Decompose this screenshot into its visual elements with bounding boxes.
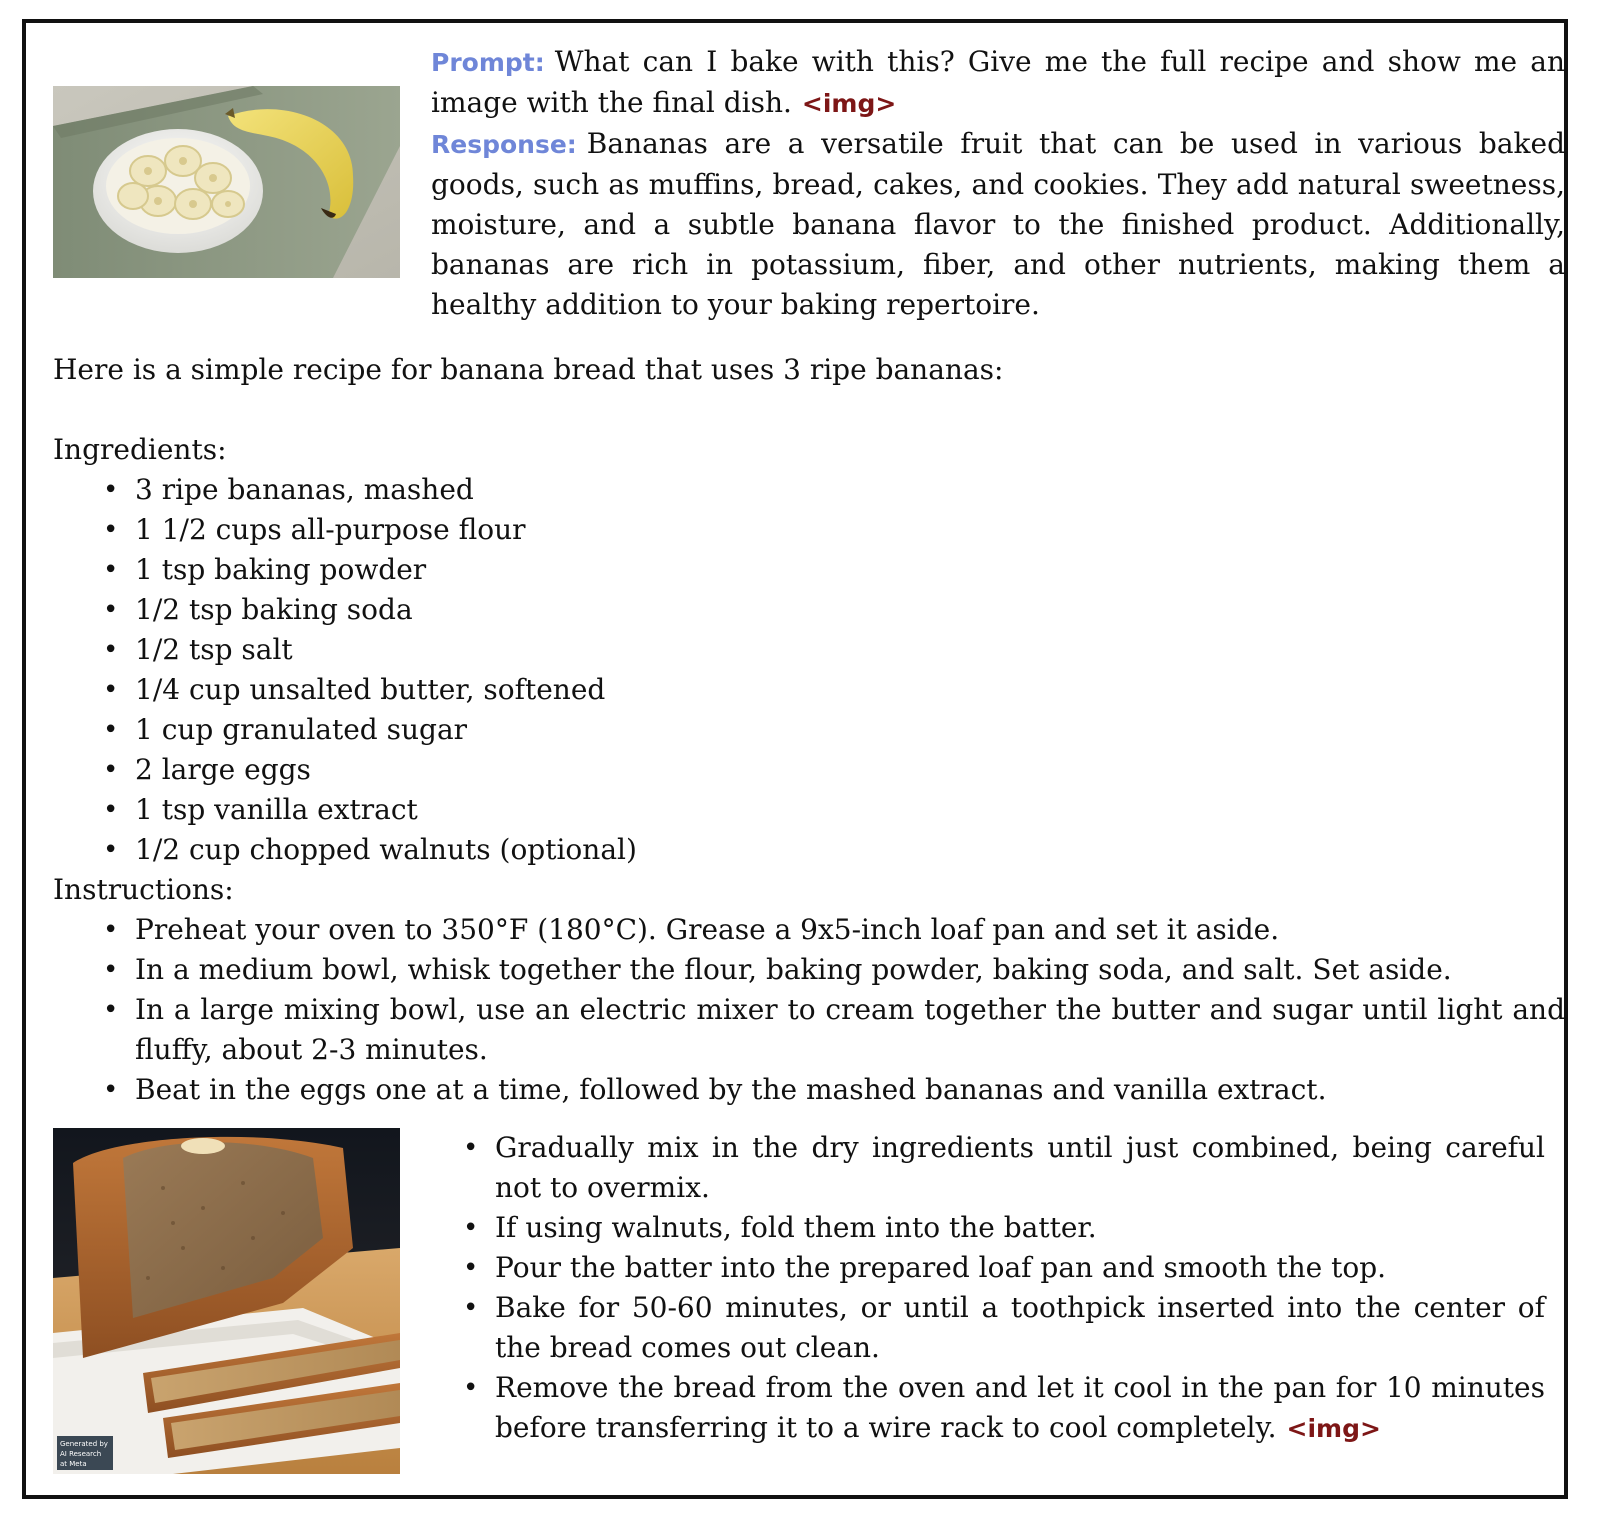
instruction-text: Preheat your oven to 350°F (180°C). Grease a 9x5-inch loaf pan and set it aside.	[135, 913, 1280, 946]
prompt-label: Prompt:	[431, 48, 545, 77]
banana-bread-photo	[53, 1128, 400, 1474]
prompt-img-token: <img>	[801, 89, 897, 118]
recipe-intro: Here is a simple recipe for banana bread that uses 3 ripe bananas:	[53, 353, 1004, 386]
ingredient-text: 1 cup granulated sugar	[135, 713, 468, 746]
bullet-icon: •	[103, 995, 119, 1025]
list-item	[103, 470, 835, 510]
list-item	[463, 1368, 1545, 1449]
instruction-text: Remove the bread from the oven and let it cool in the pan for 10 minutes before transferring it to a wire rack to cool completely.	[495, 1371, 1545, 1444]
response-text: Bananas are a versatile fruit that can be used in various baked goods, such as muffins, bread, cakes, and cookies. They add natural sweetness, moisture, and a subtle banana flavor to the finished product. Additionally, bananas are rich in potassium, fiber, and other nutrients, making them a healthy addition to your baking repertoire.	[431, 127, 1565, 321]
instruction-text: Gradually mix in the dry ingredients until just combined, being careful not to overmix.	[495, 1131, 1545, 1204]
list-item	[103, 670, 835, 710]
list-item	[103, 510, 835, 550]
bullet-icon: •	[103, 595, 119, 625]
bullet-icon: •	[463, 1213, 479, 1243]
bullet-icon: •	[103, 915, 119, 945]
bullet-icon: •	[103, 835, 119, 865]
list-item	[103, 910, 1565, 950]
bullet-icon: •	[463, 1133, 479, 1163]
ingredient-text: 1/2 tsp salt	[135, 633, 293, 666]
instruction-text: Beat in the eggs one at a time, followed by the mashed bananas and vanilla extract.	[135, 1073, 1327, 1106]
ingredient-text: 3 ripe bananas, mashed	[135, 473, 474, 506]
list-item	[103, 750, 835, 790]
list-item	[463, 1288, 1545, 1368]
instructions-heading: Instructions:	[53, 873, 234, 906]
instruction-text: Pour the batter into the prepared loaf pan and smooth the top.	[495, 1251, 1387, 1284]
list-item	[103, 710, 835, 750]
ingredient-text: 1/2 cup chopped walnuts (optional)	[135, 833, 637, 866]
instruction-text: Bake for 50-60 minutes, or until a toothpick inserted into the center of the bread comes out clean.	[495, 1291, 1545, 1364]
list-item	[463, 1208, 1545, 1248]
bullet-icon: •	[103, 515, 119, 545]
ingredient-text: 1 tsp baking powder	[135, 553, 427, 586]
bullet-icon: •	[103, 755, 119, 785]
ingredient-text: 2 large eggs	[135, 753, 311, 786]
bullet-icon: •	[103, 955, 119, 985]
ingredients-list	[103, 470, 835, 870]
instructions-list-top	[103, 910, 1565, 1110]
ingredient-text: 1/2 tsp baking soda	[135, 593, 413, 626]
bullet-icon: •	[103, 675, 119, 705]
instruction-text: In a medium bowl, whisk together the flour, baking powder, baking soda, and salt. Set aside.	[135, 953, 1452, 986]
watermark-line-3: at Meta	[60, 1460, 87, 1468]
watermark-line-2: AI Research	[60, 1450, 102, 1458]
bullet-icon: •	[103, 555, 119, 585]
list-item	[103, 590, 835, 630]
list-item	[103, 630, 835, 670]
instruction-text: In a large mixing bowl, use an electric mixer to cream together the butter and sugar until light and fluffy, about 2-3 minutes.	[135, 993, 1565, 1066]
instructions-list-bottom	[463, 1128, 1545, 1449]
ingredient-text: 1 1/2 cups all-purpose flour	[135, 513, 526, 546]
bullet-icon: •	[103, 475, 119, 505]
list-item	[103, 830, 835, 870]
response-paragraph	[431, 124, 1565, 325]
prompt-text: What can I bake with this? Give me the full recipe and show me an image with the final dish.	[431, 45, 1565, 119]
ingredient-text: 1/4 cup unsalted butter, softened	[135, 673, 606, 706]
list-item	[103, 550, 835, 590]
list-item	[463, 1128, 1545, 1208]
bullet-icon: •	[463, 1373, 479, 1403]
list-item	[103, 1070, 1565, 1110]
watermark-line-1: Generated by	[60, 1440, 108, 1448]
bullet-icon: •	[103, 635, 119, 665]
bullet-icon: •	[103, 715, 119, 745]
instruction-text: If using walnuts, fold them into the batter.	[495, 1211, 1097, 1244]
bullet-icon: •	[103, 1075, 119, 1105]
prompt-paragraph	[431, 42, 1565, 124]
list-item	[103, 790, 835, 830]
ingredients-heading: Ingredients:	[53, 433, 227, 466]
list-item	[103, 990, 1565, 1070]
list-item	[103, 950, 1565, 990]
bullet-icon: •	[463, 1293, 479, 1323]
bullet-icon: •	[103, 795, 119, 825]
ingredient-text: 1 tsp vanilla extract	[135, 793, 418, 826]
response-label: Response:	[431, 130, 577, 159]
prompt-response-block	[431, 42, 1565, 325]
final-img-token: <img>	[1286, 1414, 1381, 1443]
bananas-photo	[53, 86, 400, 278]
list-item	[463, 1248, 1545, 1288]
bullet-icon: •	[463, 1253, 479, 1283]
